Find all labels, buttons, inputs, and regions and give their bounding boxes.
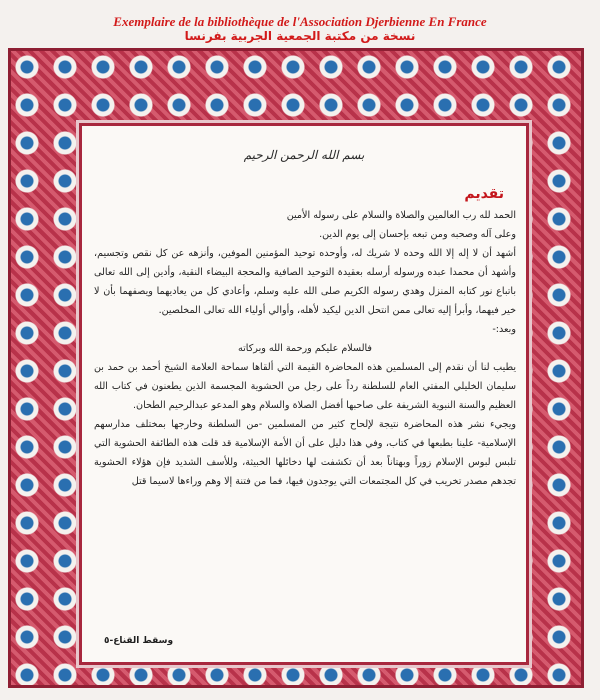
paragraph: وعلى آله وصحبه ومن تبعه بإحسان إلى يوم الدين. xyxy=(319,229,516,240)
paragraph: أشهد أن لا إله إلا الله وحده لا شريك له، وأوحده توحيد المؤمنين الموفين، وأنزهه عن كل نقص وتجسيم، وأشهد أن محمدا عبده ورسوله أرسله بعقيدة التوحيد الصافية والمحجة البيضاء النقية، وأدين إلى الله تعالى باتباع نور كتابه المنزل وهدي رسوله الكريم صلى الله عليه وسلم، وأعادي كل من يعاديهما ويصفهما بأن لا خير فيهما، وأبرأ إليه تعالى ممن انتحل الدين ليكيد لأهله، وأوالي أولياء الله تعالى المخلصين. xyxy=(94,248,516,316)
paragraph: فالسلام عليكم ورحمة الله وبركاته xyxy=(237,343,373,354)
body-text xyxy=(94,206,516,491)
library-stamp-arabic: نسخة من مكتبة الجمعية الجربية بفرنسا xyxy=(184,29,416,43)
paragraph: ويجيء نشر هذه المحاضرة نتيجة لإلحاح كثير من المسلمين -من السلطنة وخارجها بمختلف مدارسهم الإسلامية- علينا بطبعها في كتاب، وفي هذا دليل على أن الأمة الإسلامية قد قلت هذه الطائفة الحشوية التي تلبس لبوس الإسلام زوراً وبهتاناً بعد أن تكشفت لها دخائلها الخبيثة، وللأسف الشديد فإن هؤلاء الحشوية تجدهم مصدر تخريب في كل المجتمعات التي يوجدون فيها، فما من فتنة إلا وهم وراءها لاسيما قتل xyxy=(94,419,516,487)
ornamental-border xyxy=(8,48,584,688)
basmala-calligraphy: بسم الله الرحمن الرحيم xyxy=(243,148,365,162)
library-stamp-french: Exemplaire de la bibliothèque de l'Association Djerbienne En France xyxy=(113,14,487,29)
paragraph: وبعد:- xyxy=(492,324,516,335)
page-body xyxy=(82,126,526,662)
page-footer: وسقط القناع-٥ xyxy=(104,636,174,646)
paragraph: الحمد لله رب العالمين والصلاة والسلام على رسوله الأمين xyxy=(286,210,516,221)
library-stamp-header xyxy=(0,0,600,52)
page-title: تقديم xyxy=(464,186,504,202)
paragraph: يطيب لنا أن نقدم إلى المسلمين هذه المحاضرة القيمة التي ألقاها سماحة العلامة الشيخ أحمد بن حمد بن سليمان الخليلي المفتي العام للسلطنة رداً على رجل من الحشوية المجسمة الذين يطعنون في كتاب الله العظيم والسنة النبوية الشريفة على صاحبها أفضل الصلاة والسلام وهو المدعو عبدالرحيم الطحان. xyxy=(94,362,516,411)
